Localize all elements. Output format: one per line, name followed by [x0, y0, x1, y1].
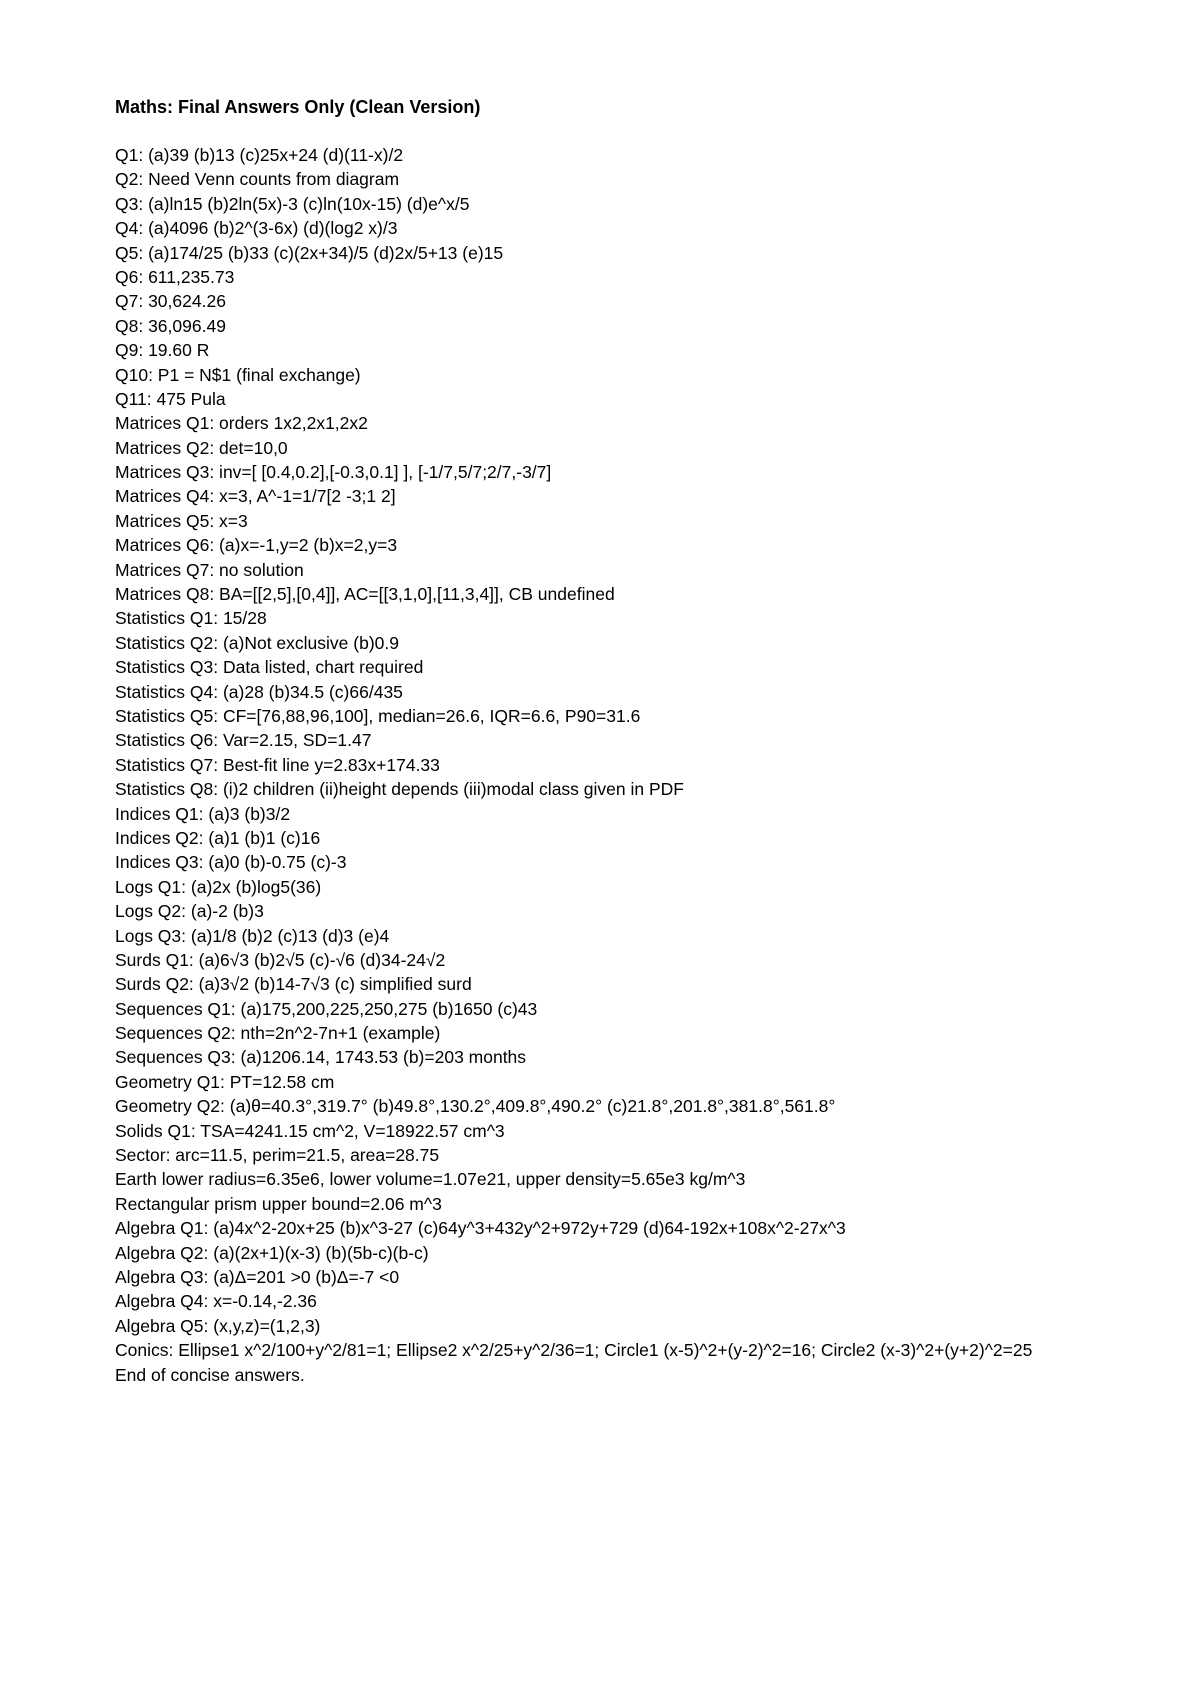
document-content: [115, 95, 1195, 1387]
answer-line: Statistics Q3: Data listed, chart required: [115, 657, 424, 678]
answer-line: Sector: arc=11.5, perim=21.5, area=28.75: [115, 1145, 440, 1166]
answer-line: Matrices Q6: (a)x=-1,y=2 (b)x=2,y=3: [115, 535, 398, 556]
answer-line: Indices Q3: (a)0 (b)-0.75 (c)-3: [115, 852, 347, 873]
answer-line: Statistics Q1: 15/28: [115, 608, 267, 629]
document-title: Maths: Final Answers Only (Clean Version): [115, 97, 481, 117]
answer-line: Surds Q2: (a)3√2 (b)14-7√3 (c) simplified surd: [115, 974, 472, 995]
answer-line: Matrices Q7: no solution: [115, 559, 304, 580]
answer-line: Logs Q2: (a)-2 (b)3: [115, 901, 264, 922]
answer-line: Rectangular prism upper bound=2.06 m^3: [115, 1193, 442, 1214]
answer-line: Earth lower radius=6.35e6, lower volume=1.07e21, upper density=5.65e3 kg/m^3: [115, 1169, 746, 1190]
answer-line: Q10: P1 = N$1 (final exchange): [115, 364, 361, 385]
answer-line: Logs Q1: (a)2x (b)log5(36): [115, 876, 322, 897]
answer-line: Q4: (a)4096 (b)2^(3-6x) (d)(log2 x)/3: [115, 218, 398, 239]
answer-line: Algebra Q5: (x,y,z)=(1,2,3): [115, 1315, 321, 1336]
answer-line: Matrices Q8: BA=[[2,5],[0,4]], AC=[[3,1,0],[11,3,4]], CB undefined: [115, 584, 615, 605]
answer-line: Logs Q3: (a)1/8 (b)2 (c)13 (d)3 (e)4: [115, 925, 390, 946]
answer-line: Algebra Q1: (a)4x^2-20x+25 (b)x^3-27 (c)64y^3+432y^2+972y+729 (d)64-192x+108x^2-27x^3: [115, 1218, 846, 1239]
answer-line: Geometry Q2: (a)θ=40.3°,319.7° (b)49.8°,130.2°,409.8°,490.2° (c)21.8°,201.8°,381.8°,561.8°: [115, 1096, 836, 1117]
answer-line: Matrices Q4: x=3, A^-1=1/7[2 -3;1 2]: [115, 486, 396, 507]
answer-line: Q7: 30,624.26: [115, 291, 226, 312]
answer-line: Matrices Q3: inv=[ [0.4,0.2],[-0.3,0.1] ], [-1/7,5/7;2/7,-3/7]: [115, 462, 552, 483]
answer-line: Matrices Q1: orders 1x2,2x1,2x2: [115, 413, 368, 434]
answer-line: Conics: Ellipse1 x^2/100+y^2/81=1; Ellipse2 x^2/25+y^2/36=1; Circle1 (x-5)^2+(y-2)^2=16; Circle2 (x-3)^2+(y+2)^2=25: [115, 1340, 1033, 1361]
answer-line: Matrices Q2: det=10,0: [115, 437, 288, 458]
answer-line: Indices Q2: (a)1 (b)1 (c)16: [115, 827, 321, 848]
answer-line: End of concise answers.: [115, 1364, 305, 1385]
answer-line: Q3: (a)ln15 (b)2ln(5x)-3 (c)ln(10x-15) (d)e^x/5: [115, 193, 470, 214]
answer-line: Q8: 36,096.49: [115, 315, 226, 336]
answer-line: Surds Q1: (a)6√3 (b)2√5 (c)-√6 (d)34-24√2: [115, 949, 446, 970]
answer-list: [115, 143, 1195, 1387]
answer-line: Q1: (a)39 (b)13 (c)25x+24 (d)(11-x)/2: [115, 145, 404, 165]
answer-line: Solids Q1: TSA=4241.15 cm^2, V=18922.57 cm^3: [115, 1120, 505, 1141]
answer-line: Sequences Q3: (a)1206.14, 1743.53 (b)=203 months: [115, 1047, 527, 1068]
answer-line: Sequences Q2: nth=2n^2-7n+1 (example): [115, 1023, 441, 1044]
answer-line: Sequences Q1: (a)175,200,225,250,275 (b)1650 (c)43: [115, 998, 538, 1019]
answer-line: Statistics Q2: (a)Not exclusive (b)0.9: [115, 632, 399, 653]
answer-line: Statistics Q6: Var=2.15, SD=1.47: [115, 730, 372, 751]
answer-line: Q6: 611,235.73: [115, 266, 235, 287]
answer-line: Algebra Q3: (a)Δ=201 >0 (b)Δ=-7 <0: [115, 1266, 400, 1287]
answer-line: Geometry Q1: PT=12.58 cm: [115, 1071, 335, 1092]
answer-line: Statistics Q7: Best-fit line y=2.83x+174.33: [115, 754, 440, 775]
answer-line: Q11: 475 Pula: [115, 388, 226, 409]
answer-line: Algebra Q2: (a)(2x+1)(x-3) (b)(5b-c)(b-c): [115, 1242, 429, 1263]
answer-line: Indices Q1: (a)3 (b)3/2: [115, 803, 291, 824]
answer-line: Statistics Q8: (i)2 children (ii)height depends (iii)modal class given in PDF: [115, 779, 684, 800]
answer-line: Q2: Need Venn counts from diagram: [115, 169, 400, 190]
answer-line: Algebra Q4: x=-0.14,-2.36: [115, 1291, 317, 1312]
answer-line: Statistics Q4: (a)28 (b)34.5 (c)66/435: [115, 681, 403, 702]
answer-line: Q5: (a)174/25 (b)33 (c)(2x+34)/5 (d)2x/5+13 (e)15: [115, 242, 504, 263]
answer-line: Statistics Q5: CF=[76,88,96,100], median=26.6, IQR=6.6, P90=31.6: [115, 705, 641, 726]
answer-line: Q9: 19.60 R: [115, 340, 210, 361]
answer-line: Matrices Q5: x=3: [115, 510, 248, 531]
